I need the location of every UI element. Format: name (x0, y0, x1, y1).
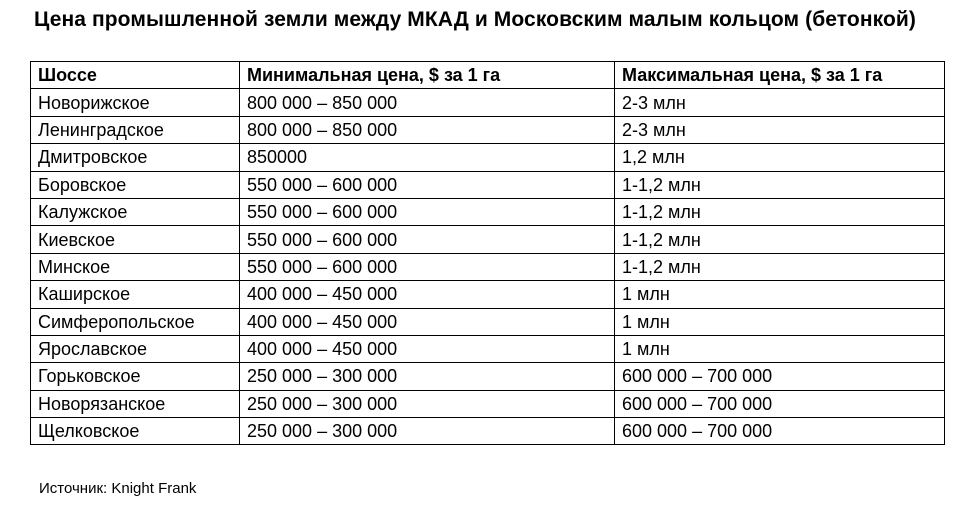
cell-min-price: 800 000 – 850 000 (240, 116, 615, 143)
cell-highway: Горьковское (31, 363, 240, 390)
cell-highway: Боровское (31, 171, 240, 198)
source-note: Источник: Knight Frank (39, 480, 197, 497)
table-header-row (31, 62, 945, 89)
cell-min-price: 550 000 – 600 000 (240, 198, 615, 225)
cell-max-price: 1 млн (615, 281, 945, 308)
cell-min-price: 850000 (240, 144, 615, 171)
table-row (31, 363, 945, 390)
cell-min-price: 250 000 – 300 000 (240, 390, 615, 417)
table-row (31, 226, 945, 253)
cell-min-price: 550 000 – 600 000 (240, 253, 615, 280)
cell-min-price: 400 000 – 450 000 (240, 335, 615, 362)
cell-min-price: 550 000 – 600 000 (240, 226, 615, 253)
cell-highway: Калужское (31, 198, 240, 225)
cell-max-price: 1-1,2 млн (615, 171, 945, 198)
cell-highway: Щелковское (31, 418, 240, 445)
table-row (31, 281, 945, 308)
cell-min-price: 550 000 – 600 000 (240, 171, 615, 198)
cell-highway: Ленинградское (31, 116, 240, 143)
cell-max-price: 1 млн (615, 335, 945, 362)
cell-highway: Симферопольское (31, 308, 240, 335)
cell-min-price: 800 000 – 850 000 (240, 89, 615, 116)
cell-min-price: 250 000 – 300 000 (240, 363, 615, 390)
cell-max-price: 2-3 млн (615, 116, 945, 143)
table-row (31, 390, 945, 417)
table-row (31, 418, 945, 445)
table-row (31, 171, 945, 198)
table-body (31, 89, 945, 445)
table-row (31, 89, 945, 116)
table-row (31, 253, 945, 280)
cell-highway: Каширское (31, 281, 240, 308)
cell-max-price: 600 000 – 700 000 (615, 363, 945, 390)
cell-max-price: 1,2 млн (615, 144, 945, 171)
table-row (31, 308, 945, 335)
header-highway: Шоссе (31, 62, 240, 89)
header-min-price: Минимальная цена, $ за 1 га (240, 62, 615, 89)
cell-min-price: 400 000 – 450 000 (240, 308, 615, 335)
page-title: Цена промышленной земли между МКАД и Московским малым кольцом (бетонкой) (34, 8, 916, 31)
table-row (31, 116, 945, 143)
cell-max-price: 600 000 – 700 000 (615, 390, 945, 417)
cell-max-price: 2-3 млн (615, 89, 945, 116)
price-table (30, 61, 945, 445)
cell-max-price: 1 млн (615, 308, 945, 335)
table-row (31, 335, 945, 362)
cell-highway: Новорязанское (31, 390, 240, 417)
cell-max-price: 600 000 – 700 000 (615, 418, 945, 445)
cell-max-price: 1-1,2 млн (615, 226, 945, 253)
cell-min-price: 400 000 – 450 000 (240, 281, 615, 308)
cell-highway: Минское (31, 253, 240, 280)
cell-min-price: 250 000 – 300 000 (240, 418, 615, 445)
cell-max-price: 1-1,2 млн (615, 253, 945, 280)
cell-highway: Киевское (31, 226, 240, 253)
cell-highway: Ярославское (31, 335, 240, 362)
table-row (31, 198, 945, 225)
cell-max-price: 1-1,2 млн (615, 198, 945, 225)
table-row (31, 144, 945, 171)
header-max-price: Максимальная цена, $ за 1 га (615, 62, 945, 89)
cell-highway: Дмитровское (31, 144, 240, 171)
cell-highway: Новорижское (31, 89, 240, 116)
